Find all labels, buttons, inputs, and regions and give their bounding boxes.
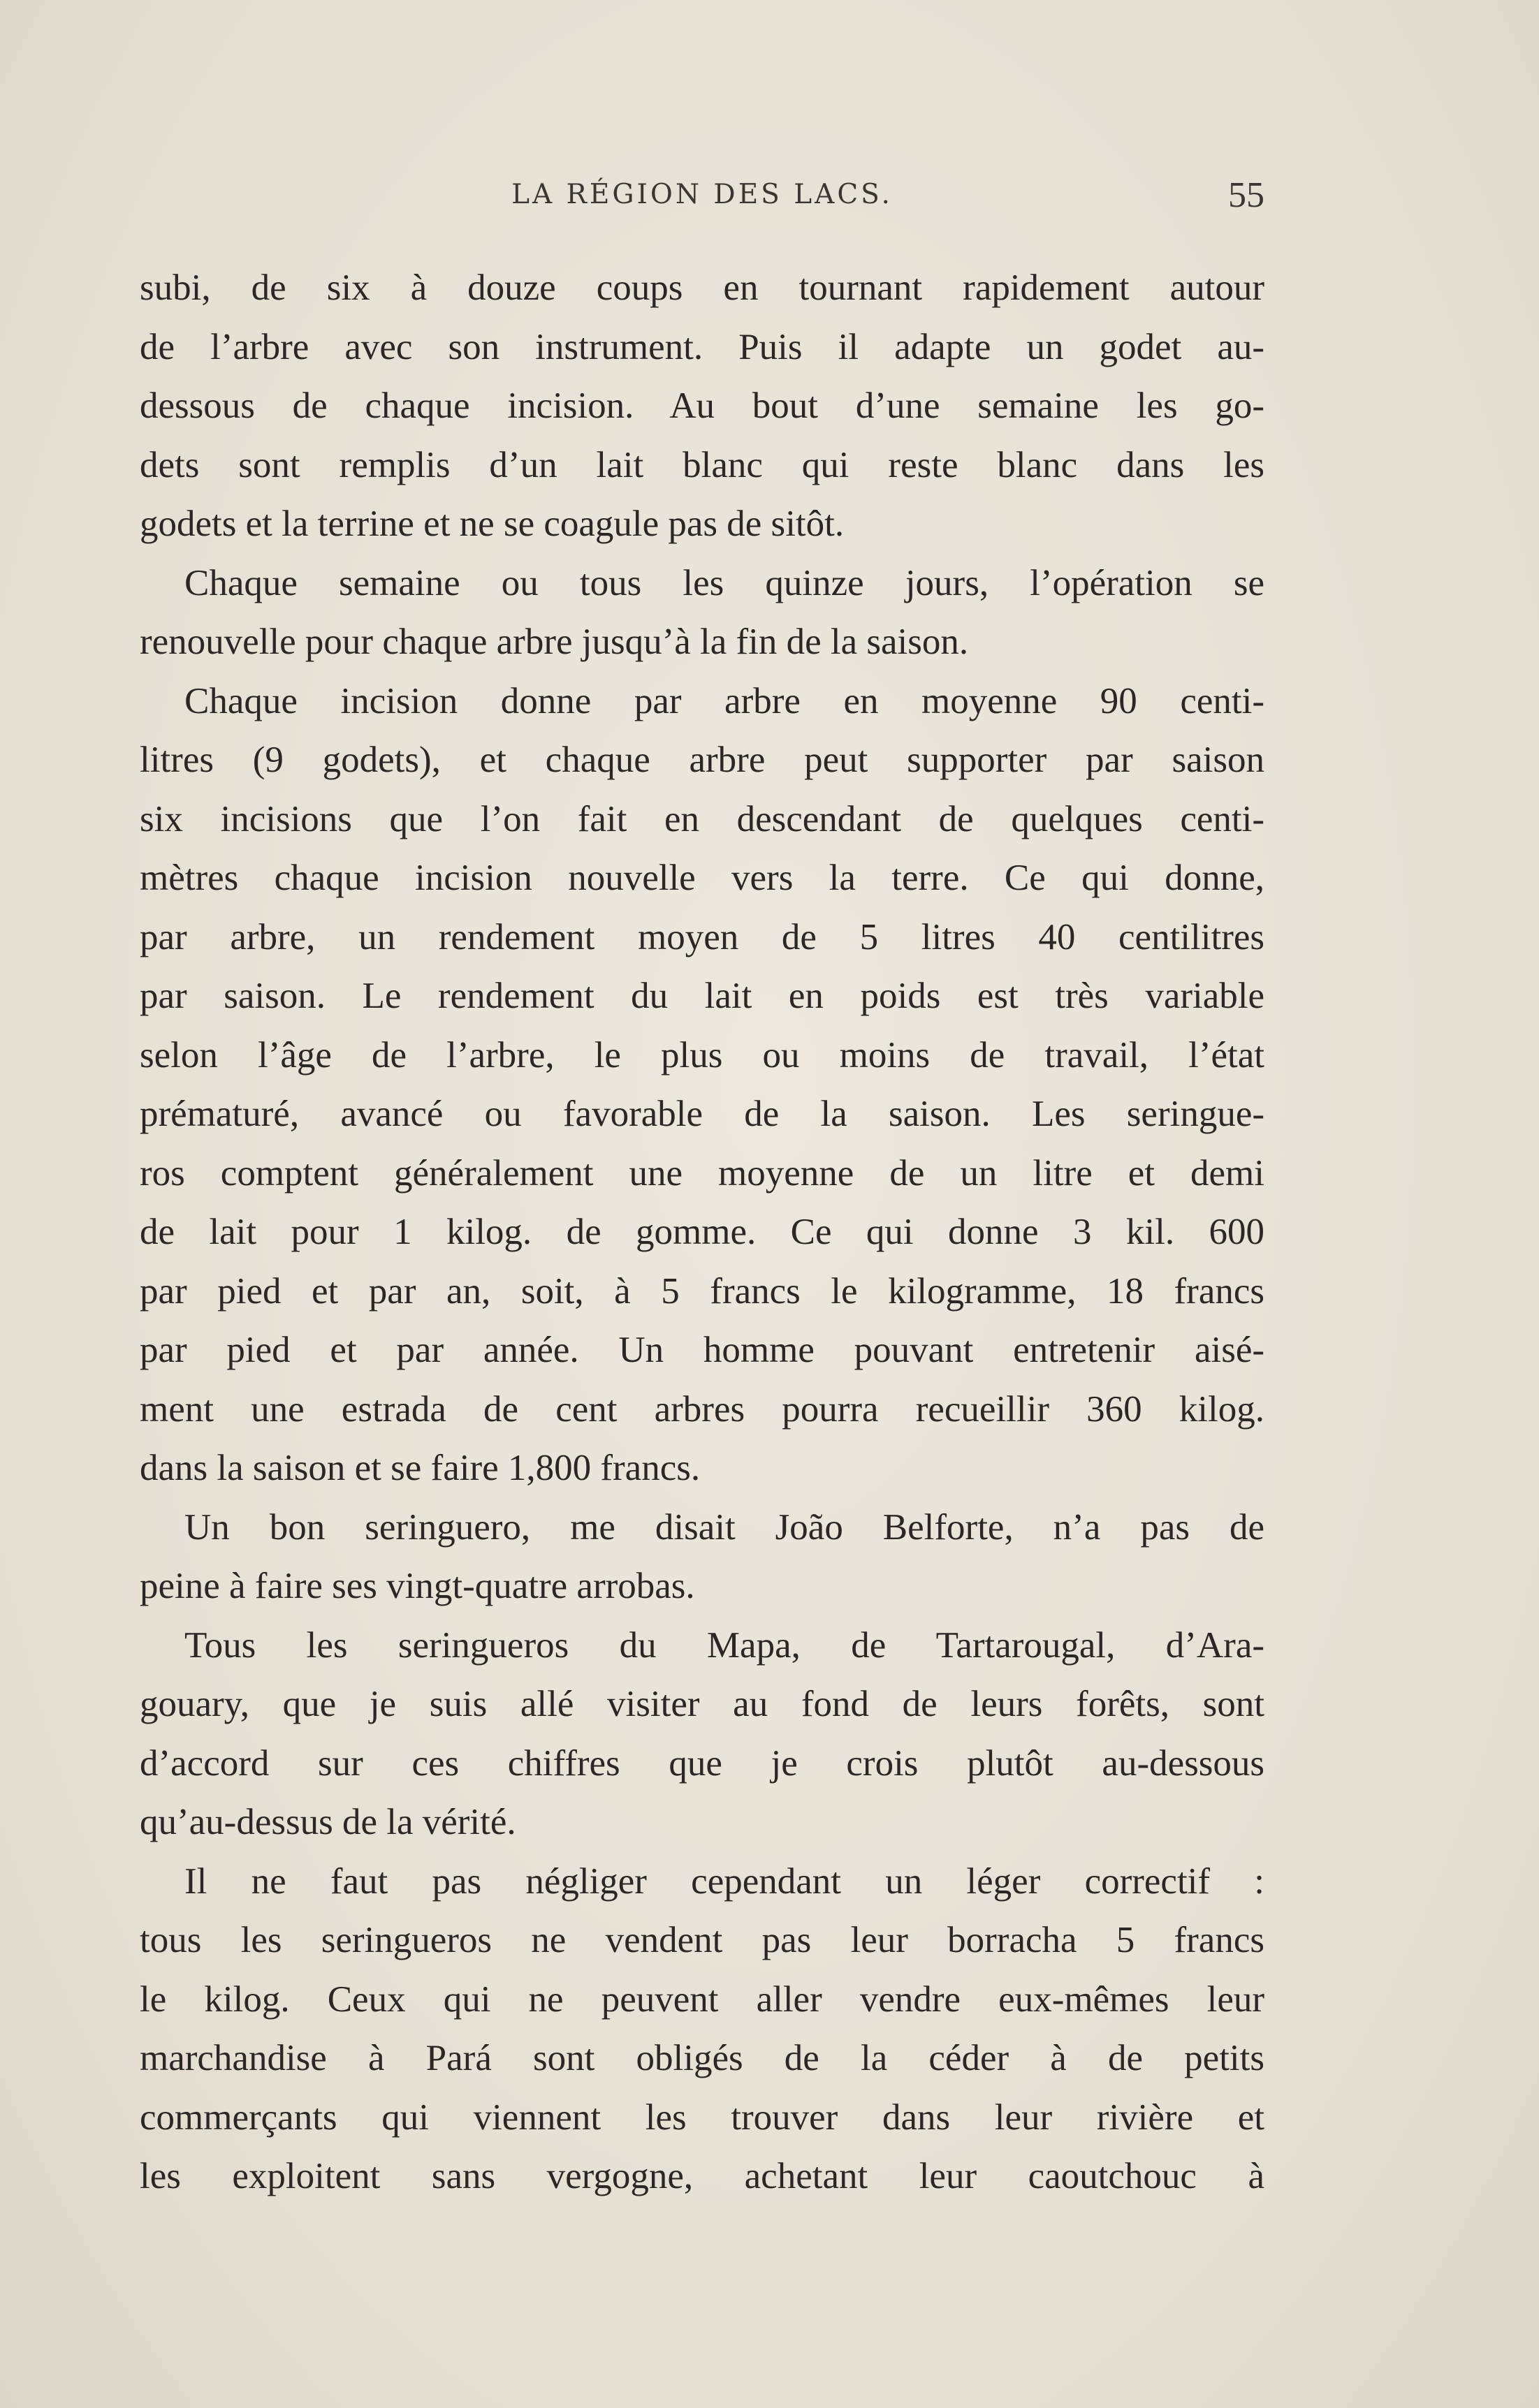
text-line: dets sont remplis d’un lait blanc qui reste blanc dans les (140, 444, 1264, 485)
text-line: tous les seringueros ne vendent pas leur borracha 5 francs (140, 1920, 1264, 1960)
text-line: ment une estrada de cent arbres pourra recueillir 360 kilog. (140, 1388, 1264, 1430)
text-line: Chaque incision donne par arbre en moyenne 90 centi- (184, 680, 1264, 721)
text-line: Chaque semaine ou tous les quinze jours, l’opération se (184, 562, 1264, 603)
text-line: Tous les seringueros du Mapa, de Tartarougal, d’Ara- (184, 1624, 1264, 1666)
text-line: de l’arbre avec son instrument. Puis il adapte un godet au- (140, 326, 1264, 367)
text-line: renouvelle pour chaque arbre jusqu’à la fin de la saison. (140, 622, 969, 662)
text-line: peine à faire ses vingt-quatre arrobas. (140, 1566, 695, 1606)
text-line: selon l’âge de l’arbre, le plus ou moins de travail, l’état (140, 1034, 1264, 1075)
text-line: dessous de chaque incision. Au bout d’une semaine les go- (140, 386, 1264, 426)
text-line: litres (9 godets), et chaque arbre peut supporter par saison (140, 740, 1264, 780)
text-line: le kilog. Ceux qui ne peuvent aller vendre eux-mêmes leur (140, 1978, 1264, 2020)
text-line: mètres chaque incision nouvelle vers la terre. Ce qui donne, (140, 858, 1264, 898)
running-title: LA RÉGION DES LACS. (511, 179, 893, 210)
running-head (140, 175, 1264, 223)
text-line: qu’au-dessus de la vérité. (140, 1802, 516, 1842)
text-line: par arbre, un rendement moyen de 5 litres 40 centilitres (140, 916, 1264, 957)
text-line: six incisions que l’on fait en descendant de quelques centi- (140, 798, 1264, 839)
text-line: les exploitent sans vergogne, achetant leur caoutchouc à (140, 2156, 1264, 2196)
text-line: subi, de six à douze coups en tournant rapidement autour (140, 267, 1264, 308)
body-text (140, 258, 1264, 2206)
text-line: par pied et par an, soit, à 5 francs le kilogramme, 18 francs (140, 1270, 1264, 1312)
page-number: 55 (1228, 175, 1264, 215)
text-line: marchandise à Pará sont obligés de la céder à de petits (140, 2038, 1264, 2078)
text-line: gouary, que je suis allé visiter au fond de leurs forêts, sont (140, 1684, 1264, 1724)
text-line: d’accord sur ces chiffres que je crois plutôt au-dessous (140, 1742, 1264, 1784)
text-line: commerçants qui viennent les trouver dans leur rivière et (140, 2097, 1264, 2138)
text-line: prématuré, avancé ou favorable de la saison. Les seringue- (140, 1094, 1264, 1134)
text-line: ros comptent généralement une moyenne de un litre et demi (140, 1152, 1264, 1194)
text-line: godets et la terrine et ne se coagule pas de sitôt. (140, 504, 845, 544)
text-line: Il ne faut pas négliger cependant un léger correctif : (184, 1860, 1264, 1902)
text-line: par saison. Le rendement du lait en poids est très variable (140, 976, 1264, 1016)
text-line: Un bon seringuero, me disait João Belforte, n’a pas de (184, 1506, 1264, 1548)
text-line: de lait pour 1 kilog. de gomme. Ce qui donne 3 kil. 600 (140, 1212, 1264, 1252)
text-line: par pied et par année. Un homme pouvant entretenir aisé- (140, 1330, 1264, 1370)
text-line: dans la saison et se faire 1,800 francs. (140, 1448, 701, 1488)
